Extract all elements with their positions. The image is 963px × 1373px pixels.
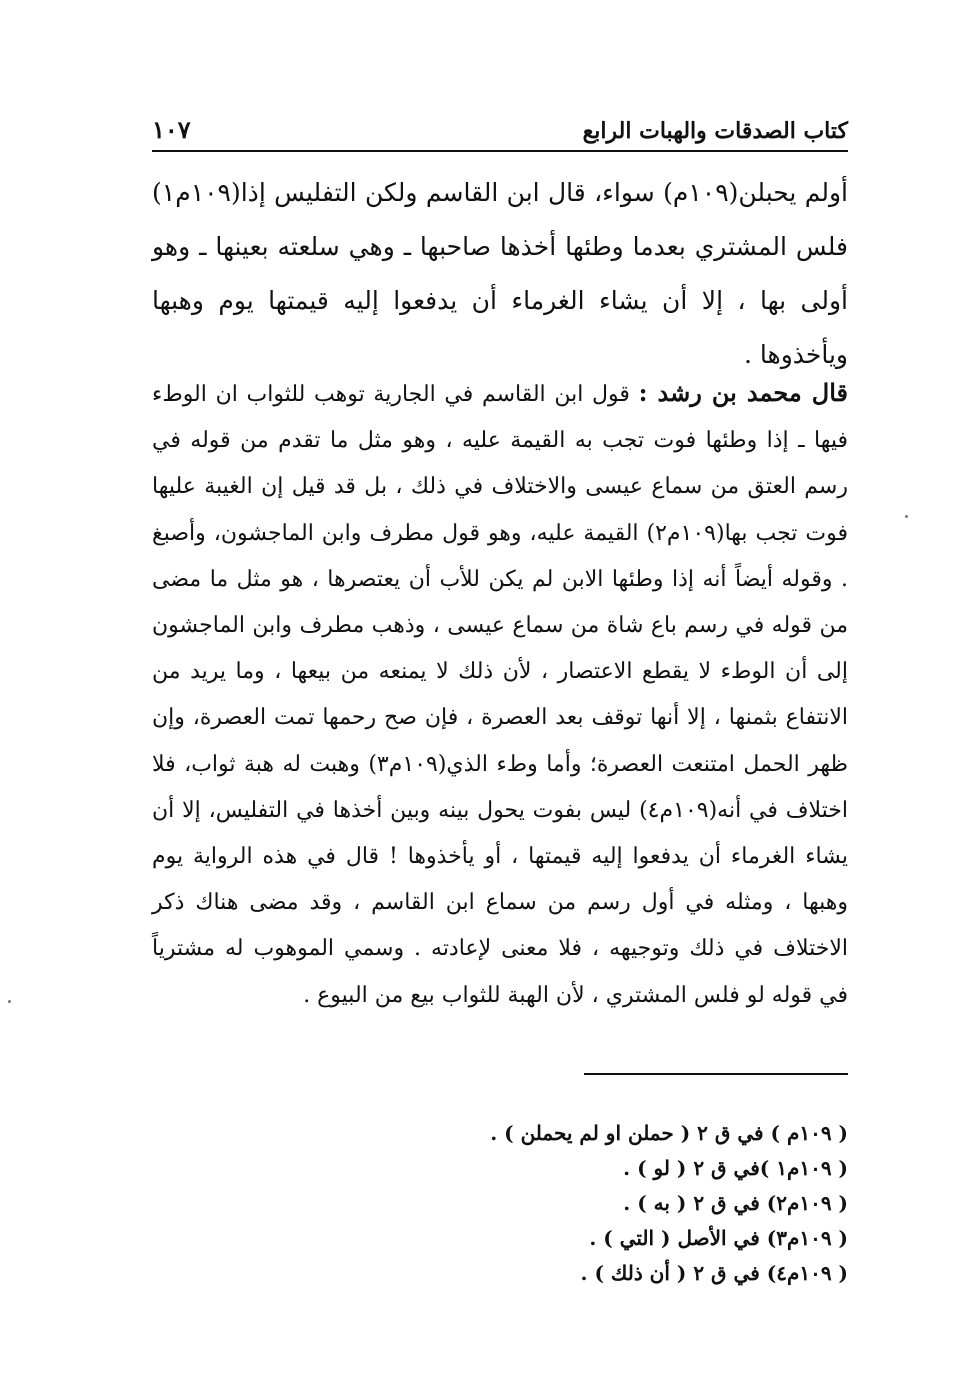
running-header	[152, 104, 848, 144]
paragraph-2	[152, 370, 848, 1019]
footnote-item: ( ١٠٩م٣) في الأصل ( التي ) .	[589, 1226, 848, 1250]
book-title: كتاب الصدقات والهبات الرابع	[582, 118, 848, 144]
paragraph-1-text: أولم يحبلن(١٠٩م) سواء، قال ابن القاسم ولكن التفليس إذا(١٠٩م١) فلس المشتري بعدما وطئها أخذها صاحبها ـ وهي سلعته بعينها ـ وهو أولى بها ، إلا أن يشاء الغرماء أن يدفعوا إليه قيمتها يوم وهبها ويأخذوها .	[152, 178, 848, 369]
paragraph-1	[152, 166, 848, 382]
paragraph-2-text: قول ابن القاسم في الجارية توهب للثواب ان الوطء فيها ـ إذا وطئها فوت تجب به القيمة عليه ، وهو مثل ما تقدم من قوله في رسم العتق من سماع عيسى والاختلاف في ذلك ، بل قد قيل إن الغيبة عليها فوت تجب بها(١٠٩م٢) القيمة عليه، وهو قول مطرف وابن الماجشون، وأصبغ . وقوله أيضاً أنه إذا وطئها الابن لم يكن للأب أن يعتصرها ، هو مثل ما مضى من قوله في رسم باع شاة من سماع عيسى ، وذهب مطرف وابن الماجشون إلى أن الوطء لا يقطع الاعتصار ، لأن ذلك لا يمنعه من بيعها ، وما يريد من الانتفاع بثمنها ، إلا أنها توقف بعد العصرة ، فإن صح رحمها تمت العصرة، وإن ظهر الحمل امتنعت العصرة؛ وأما وطء الذي(١٠٩م٣) وهبت له هبة ثواب، فلا اختلاف في أنه(١٠٩م٤) ليس بفوت يحول بينه وبين أخذها في التفليس، إلا أن يشاء الغرماء أن يدفعوا إليه قيمتها ، أو يأخذوها ! قال في هذه الرواية يوم وهبها ، ومثله في أول رسم من سماع ابن القاسم ، وقد مضى هناك ذكر الاختلاف في ذلك وتوجيهه ، فلا معنى لإعادته . وسمي الموهوب له مشترياً في قوله لو فلس المشتري ، لأن الهبة للثواب بيع من البيوع .	[152, 382, 849, 1008]
footnote-item: ( ١٠٩م١ )في ق ٢ ( لو ) .	[623, 1156, 848, 1180]
footnote-divider	[584, 1073, 848, 1075]
footnote-item: ( ١٠٩م٤) في ق ٢ ( أن ذلك ) .	[580, 1261, 848, 1285]
footnote-item: ( ١٠٩م٢) في ق ٢ ( به ) .	[623, 1191, 848, 1215]
footnote-item: ( ١٠٩م ) في ق ٢ ( حملن او لم يحملن ) .	[490, 1121, 848, 1145]
header-divider	[152, 150, 848, 152]
paragraph-2-lead: قال محمد بن رشد :	[638, 378, 848, 407]
page-number: ١٠٧	[152, 115, 191, 144]
scan-speck	[8, 1000, 11, 1003]
footnotes	[300, 1116, 848, 1291]
scan-speck	[905, 515, 908, 518]
